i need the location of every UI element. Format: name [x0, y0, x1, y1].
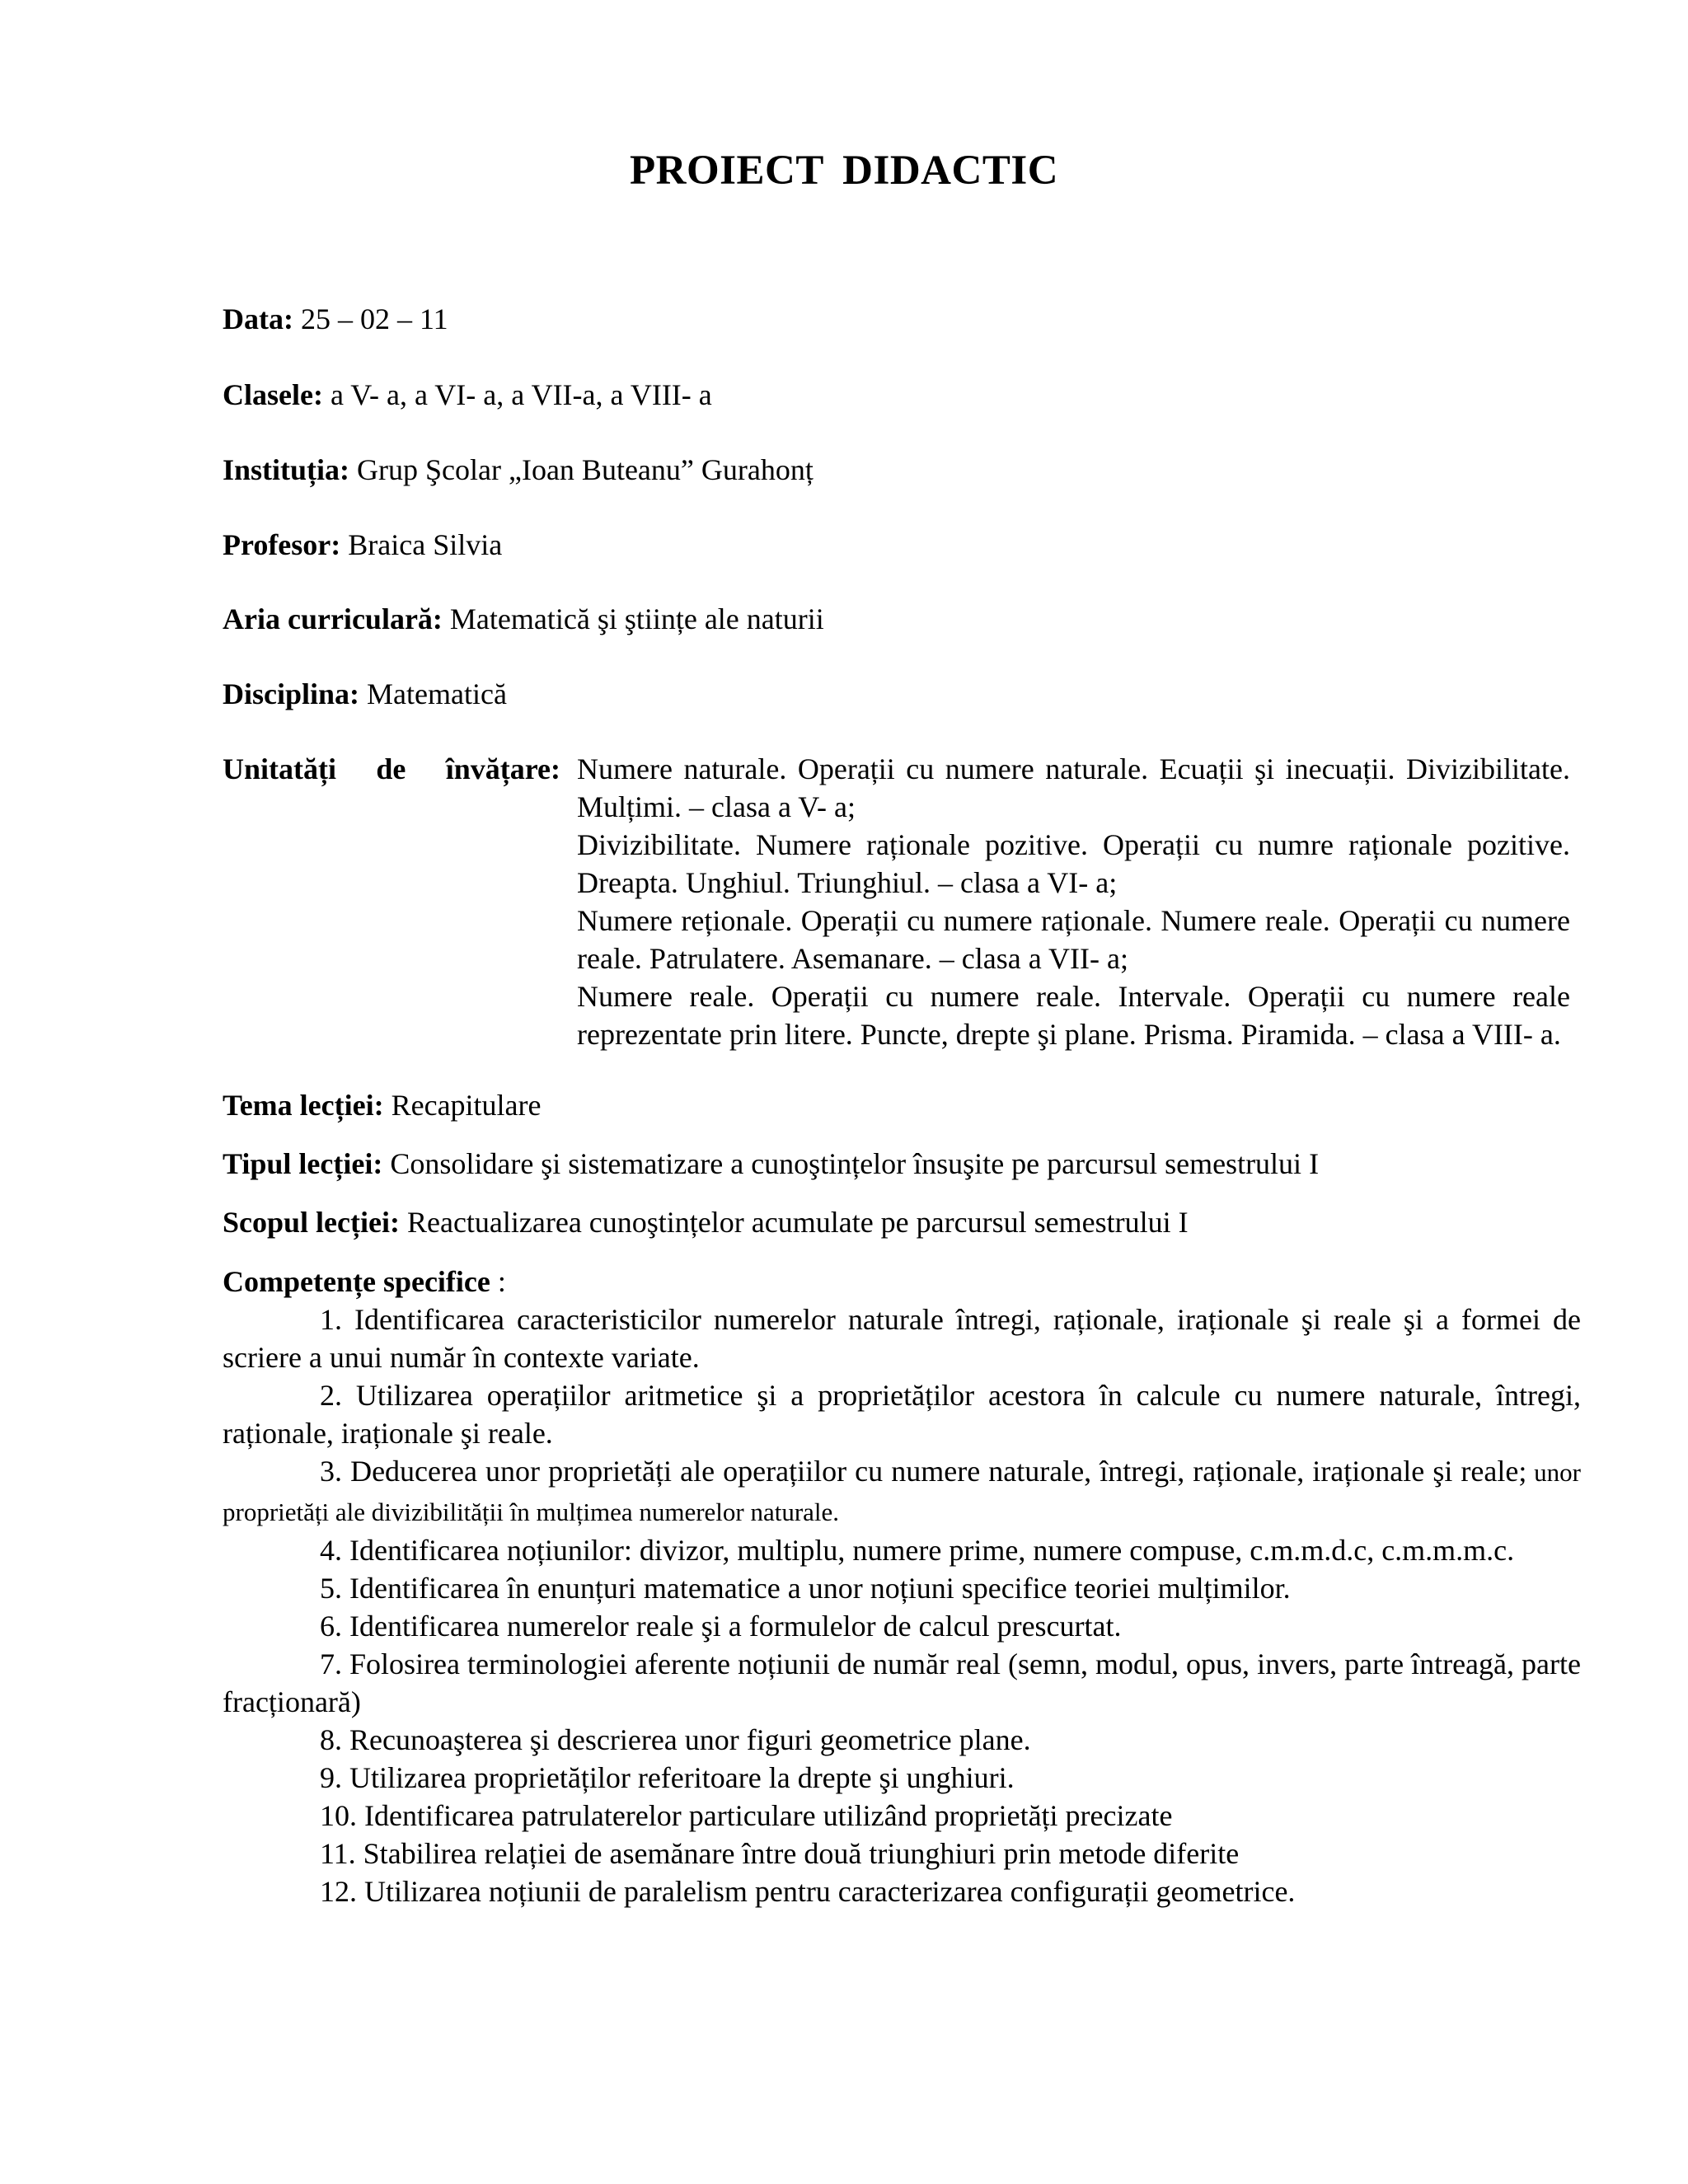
field-profesor	[223, 526, 502, 564]
field-scopul	[223, 1203, 1189, 1241]
field-data-value: 25 – 02 – 11	[293, 302, 448, 335]
competenta-item: 9. Utilizarea proprietăților referitoare la drepte şi unghiuri.	[320, 1761, 1015, 1794]
competenta-item: 1. Identificarea caracteristicilor numerelor naturale întregi, raționale, iraționale şi reale şi a formei de scriere a unui număr în contexte variate.	[223, 1303, 1581, 1374]
competente-list	[223, 1301, 1581, 1910]
competenta-item	[223, 1452, 1581, 1531]
field-profesor-value: Braica Silvia	[340, 528, 503, 561]
field-disciplina-label: Disciplina:	[223, 677, 360, 710]
field-tema-label: Tema lecției:	[223, 1089, 384, 1122]
competenta-item: 11. Stabilirea relației de asemănare între două triunghiuri prin metode diferite	[320, 1837, 1240, 1870]
competenta-item: 8. Recunoaşterea şi descrierea unor figuri geometrice plane.	[320, 1723, 1031, 1756]
unitati-item: Divizibilitate. Numere raționale pozitive. Operații cu numre raționale pozitive. Dreapta. Unghiul. Triunghiul. – clasa a VI- a;	[577, 828, 1570, 899]
unitati-item: Numere naturale. Operații cu numere naturale. Ecuații şi inecuații. Divizibilitate. Mulțimi. – clasa a V- a;	[577, 752, 1570, 823]
competenta-item: 7. Folosirea terminologiei aferente noțiunii de număr real (semn, modul, opus, invers, parte întreagă, parte fracționară)	[223, 1647, 1581, 1718]
competenta-item-small-text: unor proprietăți ale divizibilității în mulțimea numerelor naturale.	[223, 1458, 1581, 1526]
field-institutia-label: Instituția:	[223, 453, 350, 486]
unitati-label: Unitatăți de învățare:	[223, 752, 560, 785]
field-profesor-label: Profesor:	[223, 528, 341, 561]
competenta-item-text: 3. Deducerea unor proprietăți ale operațiilor cu numere naturale, întregi, raționale, iraționale şi reale;	[320, 1455, 1527, 1488]
competenta-item: 12. Utilizarea noțiunii de paralelism pentru caracterizarea configurații geometrice.	[320, 1875, 1296, 1908]
unitati-item: Numere reționale. Operații cu numere raționale. Numere reale. Operații cu numere reale. Patrulatere. Asemanare. – clasa a VII- a;	[577, 904, 1570, 975]
unitati-list	[577, 750, 1570, 1053]
competenta-item: 2. Utilizarea operațiilor aritmetice şi a proprietăților acestora în calcule cu numere naturale, întregi, raționale, iraționale şi reale.	[223, 1379, 1581, 1450]
field-disciplina-value: Matematică	[359, 677, 507, 710]
field-tipul	[223, 1145, 1319, 1183]
field-disciplina	[223, 675, 507, 713]
field-aria	[223, 600, 824, 638]
field-institutia-value: Grup Şcolar „Ioan Buteanu” Gurahonț	[349, 453, 814, 486]
competenta-item: 5. Identificarea în enunțuri matematice a unor noțiuni specifice teoriei mulțimilor.	[320, 1572, 1291, 1605]
competente-title	[223, 1263, 506, 1301]
field-scopul-value: Reactualizarea cunoştințelor acumulate pe parcursul semestrului I	[399, 1206, 1189, 1239]
field-aria-value: Matematică şi ştiințe ale naturii	[442, 602, 824, 635]
unitati-item: Numere reale. Operații cu numere reale. Intervale. Operații cu numere reale reprezentate prin litere. Puncte, drepte şi plane. Prisma. Piramida. – clasa a VIII- a.	[577, 980, 1570, 1051]
page-title: PROIECT DIDACTIC	[629, 148, 1059, 194]
field-tema-value: Recapitulare	[383, 1089, 542, 1122]
field-data	[223, 300, 448, 338]
field-aria-label: Aria curriculară:	[223, 602, 443, 635]
competenta-item: 6. Identificarea numerelor reale şi a formulelor de calcul prescurtat.	[320, 1610, 1122, 1643]
competente-label: Competențe specifice	[223, 1265, 490, 1298]
field-data-label: Data:	[223, 302, 293, 335]
field-clasele-label: Clasele:	[223, 378, 323, 411]
competente-suffix: :	[490, 1265, 506, 1298]
field-tema	[223, 1086, 542, 1124]
field-clasele-value: a V- a, a VI- a, a VII-a, a VIII- a	[322, 378, 712, 411]
competenta-item: 4. Identificarea noțiunilor: divizor, multiplu, numere prime, numere compuse, c.m.m.d.c, c.m.m.m.c.	[320, 1534, 1515, 1567]
field-scopul-label: Scopul lecției:	[223, 1206, 400, 1239]
field-clasele	[223, 376, 712, 414]
field-tipul-value: Consolidare şi sistematizare a cunoştințelor însuşite pe parcursul semestrului I	[382, 1147, 1320, 1180]
field-institutia	[223, 451, 814, 489]
competenta-item: 10. Identificarea patrulaterelor particulare utilizând proprietăți precizate	[320, 1799, 1173, 1832]
field-tipul-label: Tipul lecției:	[223, 1147, 383, 1180]
